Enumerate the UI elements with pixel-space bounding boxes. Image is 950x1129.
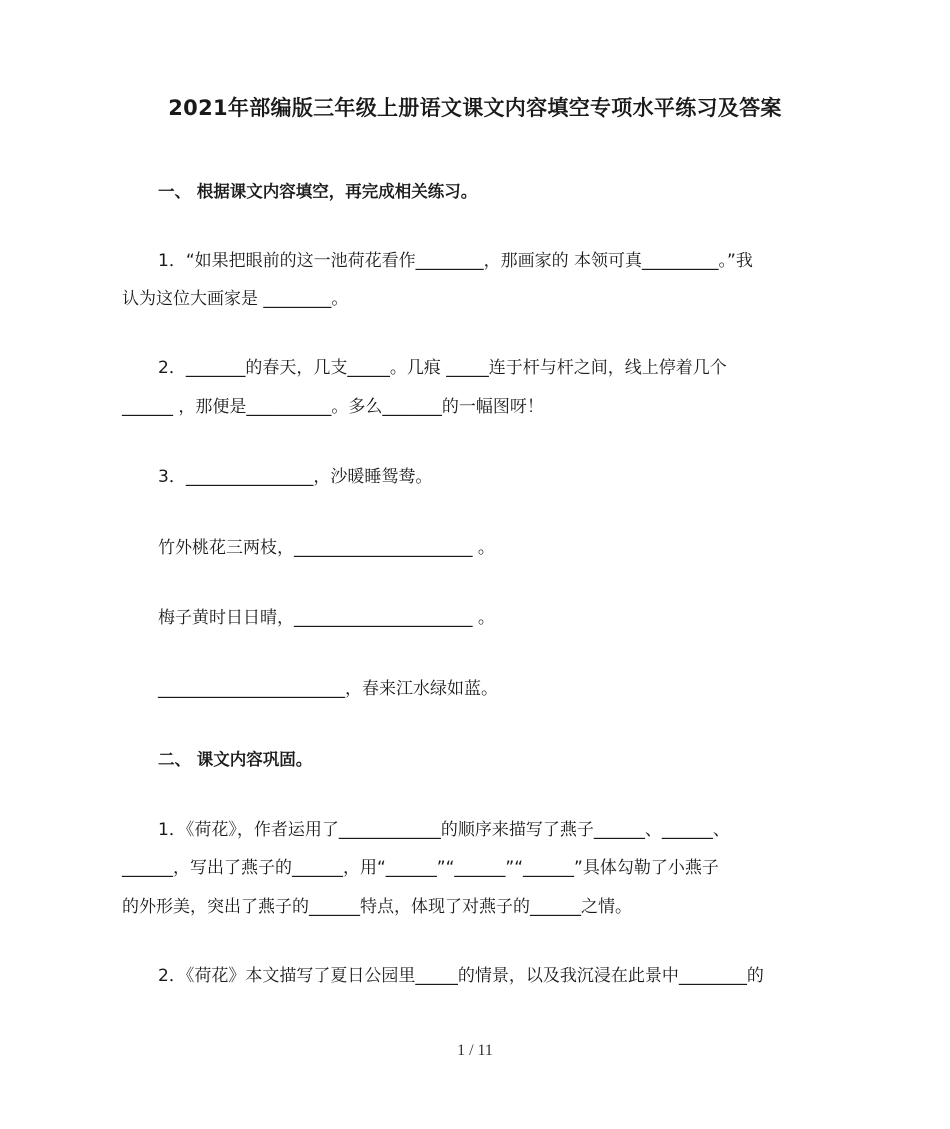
section-1-question-2-line-1: 2．_______的春天，几支_____。几痕 _____连于杆与杆之间，线上停着几个 <box>158 358 727 378</box>
section-1-question-2-line-2: ______ ，那便是__________。多么_______的一幅图呀！ <box>122 397 544 417</box>
page-number: 1 / 11 <box>457 1042 493 1059</box>
section-1-question-3-line-2: 竹外桃花三两枝，_____________________ 。 <box>158 538 495 558</box>
section-1-question-1-line-2: 认为这位大画家是 ________。 <box>122 289 349 309</box>
section-1-heading: 一、 根据课文内容填空，再完成相关练习。 <box>158 182 478 201</box>
section-2-heading: 二、 课文内容巩固。 <box>158 750 313 769</box>
section-2-question-1-line-2: ______，写出了燕子的______，用“______”“______”“______”具体勾勒了小燕子 <box>122 858 719 878</box>
document-title: 2021年部编版三年级上册语文课文内容填空专项水平练习及答案 <box>168 96 782 120</box>
section-1-question-1-line-1: 1．“如果把眼前的这一池荷花看作________，那画家的 本领可真_________。”我 <box>158 251 753 271</box>
section-2-question-1-line-3: 的外形美，突出了燕子的______特点，体现了对燕子的______之情。 <box>122 897 632 917</box>
section-1-question-3-line-3: 梅子黄时日日晴，_____________________ 。 <box>158 608 495 628</box>
section-1-question-3-line-1: 3．_______________，沙暖睡鸳鸯。 <box>158 467 433 487</box>
section-1-question-3-line-4: ______________________，春来江水绿如蓝。 <box>158 679 498 699</box>
section-2-question-2-line-1: 2．《荷花》本文描写了夏日公园里_____的情景，以及我沉浸在此景中________的 <box>158 966 764 986</box>
section-2-question-1-line-1: 1．《荷花》，作者运用了____________的顺序来描写了燕子______、______、 <box>158 820 730 840</box>
